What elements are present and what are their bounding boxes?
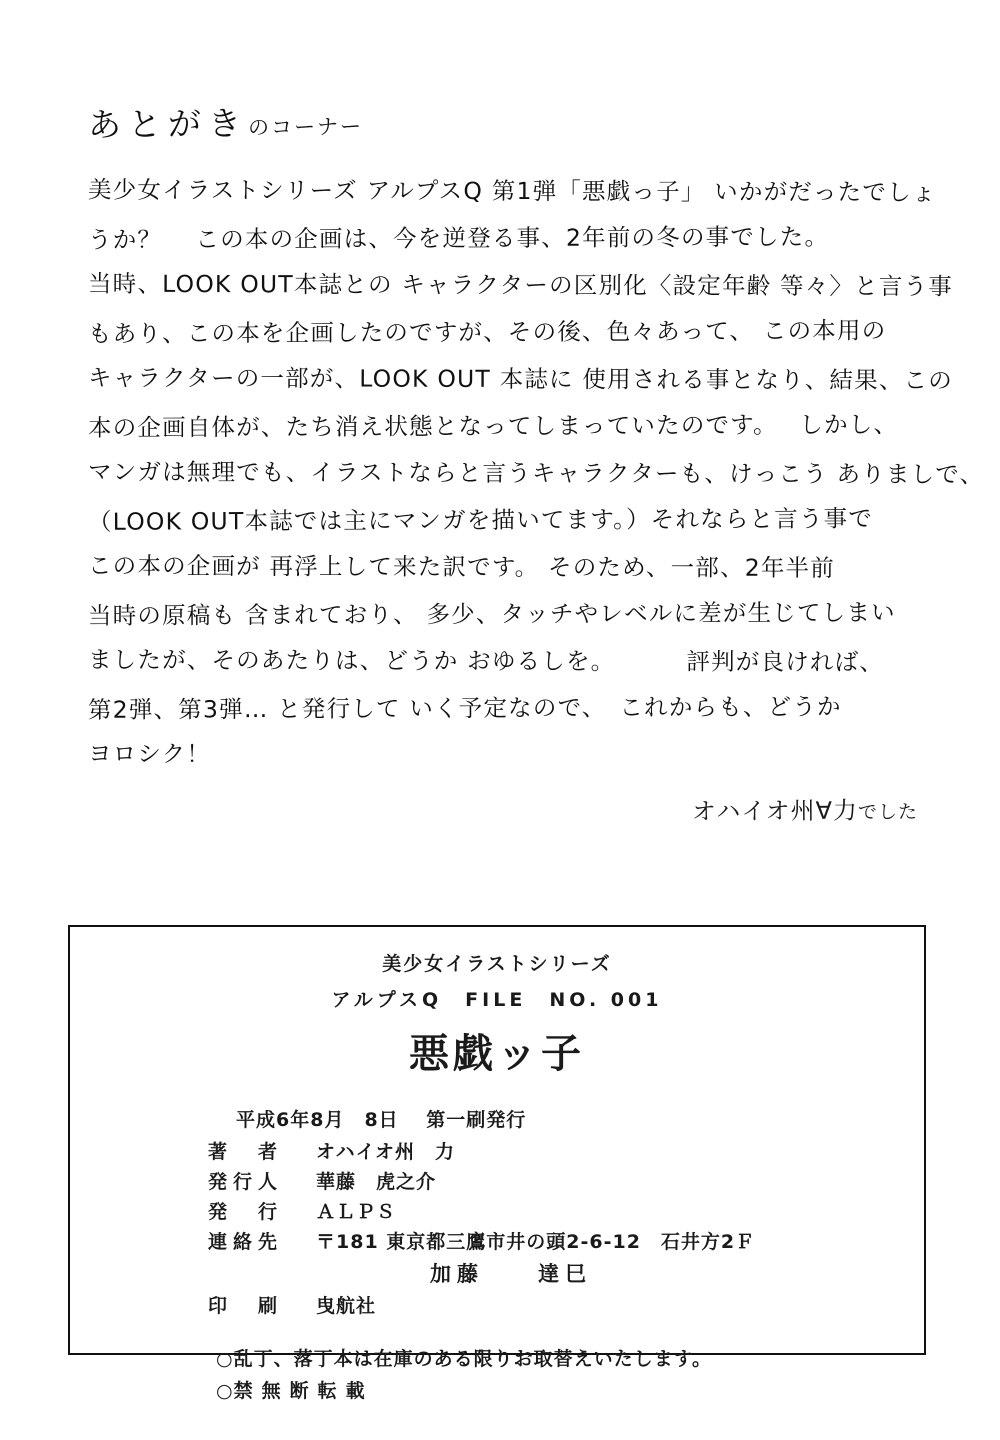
afterword-line: この本の企画が 再浮上して来た訳です。 そのため、一部、2年半前 bbox=[87, 551, 836, 583]
colophon-note-bullet: ○ bbox=[216, 1380, 234, 1402]
colophon-row-publisher bbox=[208, 1197, 894, 1227]
colophon-file-line: アルプスQ FILE NO. 001 bbox=[331, 989, 663, 1011]
afterword-line: もあり、この本を企画したのですが、その後、色々あって、 この本用の bbox=[87, 316, 887, 348]
colophon-row-value: 〒181 東京都三鷹市井の頭2-6-12 石井方2Ｆ bbox=[316, 1231, 756, 1253]
afterword-signature-tail: でした bbox=[857, 801, 919, 824]
afterword-line: キャラクターの一部が、LOOK OUT 本誌に 使用される事となり、結果、この bbox=[87, 363, 953, 395]
colophon-content bbox=[70, 927, 924, 1407]
afterword-line: マンガは無理でも、イラストならと言うキャラクターも、けっこう ありましで、 bbox=[87, 457, 985, 489]
colophon-row-value: 曳航社 bbox=[316, 1295, 377, 1317]
colophon-row-label: 著 者 bbox=[208, 1141, 284, 1163]
colophon-row-label: 印 刷 bbox=[208, 1295, 284, 1317]
afterword-signature-name: オハイオ州∀力 bbox=[691, 796, 859, 826]
afterword-line: ヨロシク！ bbox=[87, 739, 212, 769]
colophon-row-value: ＡＬＰＳ bbox=[316, 1201, 397, 1223]
afterword-heading bbox=[88, 91, 928, 147]
colophon-note-copyright bbox=[216, 1375, 894, 1407]
afterword-line: 第2弾、第3弾… と発行して いく予定なので、 これからも、どうか bbox=[87, 692, 842, 724]
colophon-rows bbox=[208, 1105, 894, 1321]
afterword-line: うか？ この本の企画は、今を逆登る事、2年前の冬の事でした。 bbox=[87, 222, 830, 254]
colophon-row-label: 発 行 bbox=[208, 1201, 284, 1223]
colophon-date: 平成6年8月 8日 第一刷発行 bbox=[236, 1109, 527, 1131]
afterword-line: （LOOK OUT本誌では主にマンガを描いてます。）それならと言う事で bbox=[87, 504, 874, 536]
colophon-note-replacement: ○乱丁、落丁本は在庫のある限りお取替えいたします。 bbox=[216, 1348, 713, 1370]
colophon-row-publisher-person bbox=[208, 1167, 894, 1197]
afterword-section bbox=[87, 95, 985, 828]
afterword-line: 本の企画自体が、たち消え状態となってしまっていたのです。 しかし、 bbox=[87, 410, 899, 442]
colophon-row-value: 華藤 虎之介 bbox=[316, 1171, 437, 1193]
colophon-series: 美少女イラストシリーズ bbox=[382, 953, 612, 975]
afterword-line: 美少女イラストシリーズ アルプスQ 第1弾「悪戯っ子」 いかがだったでしょ bbox=[87, 175, 937, 207]
colophon-row-printer bbox=[208, 1291, 894, 1321]
afterword-signature bbox=[88, 790, 928, 831]
colophon-box bbox=[68, 925, 926, 1402]
afterword-heading-small: のコーナー bbox=[247, 114, 364, 140]
colophon-row-author bbox=[208, 1137, 894, 1167]
colophon-row-value: オハイオ州 力 bbox=[316, 1141, 456, 1163]
colophon-note-copyright-text: 禁無断転載 bbox=[233, 1380, 374, 1402]
colophon-contact-name: 加藤 達巳 bbox=[430, 1262, 592, 1286]
colophon-row-label: 連絡先 bbox=[208, 1231, 284, 1253]
afterword-line: 当時の原稿も 含まれており、 多少、タッチやレベルに差が生じてしまい bbox=[87, 598, 896, 630]
colophon-row-label: 発行人 bbox=[208, 1171, 284, 1193]
afterword-line: 当時、LOOK OUT本誌との キャラクターの区別化〈設定年齢 等々〉と言う事 bbox=[87, 269, 953, 301]
colophon-title: 悪戯ッ子 bbox=[409, 1031, 585, 1077]
afterword-heading-main: あとがき bbox=[87, 103, 249, 145]
colophon-notes bbox=[216, 1343, 894, 1407]
afterword-line: ましたが、そのあたりは、どうか おゆるしを。 評判が良ければ、 bbox=[87, 645, 885, 677]
colophon-row-contact bbox=[208, 1227, 894, 1257]
